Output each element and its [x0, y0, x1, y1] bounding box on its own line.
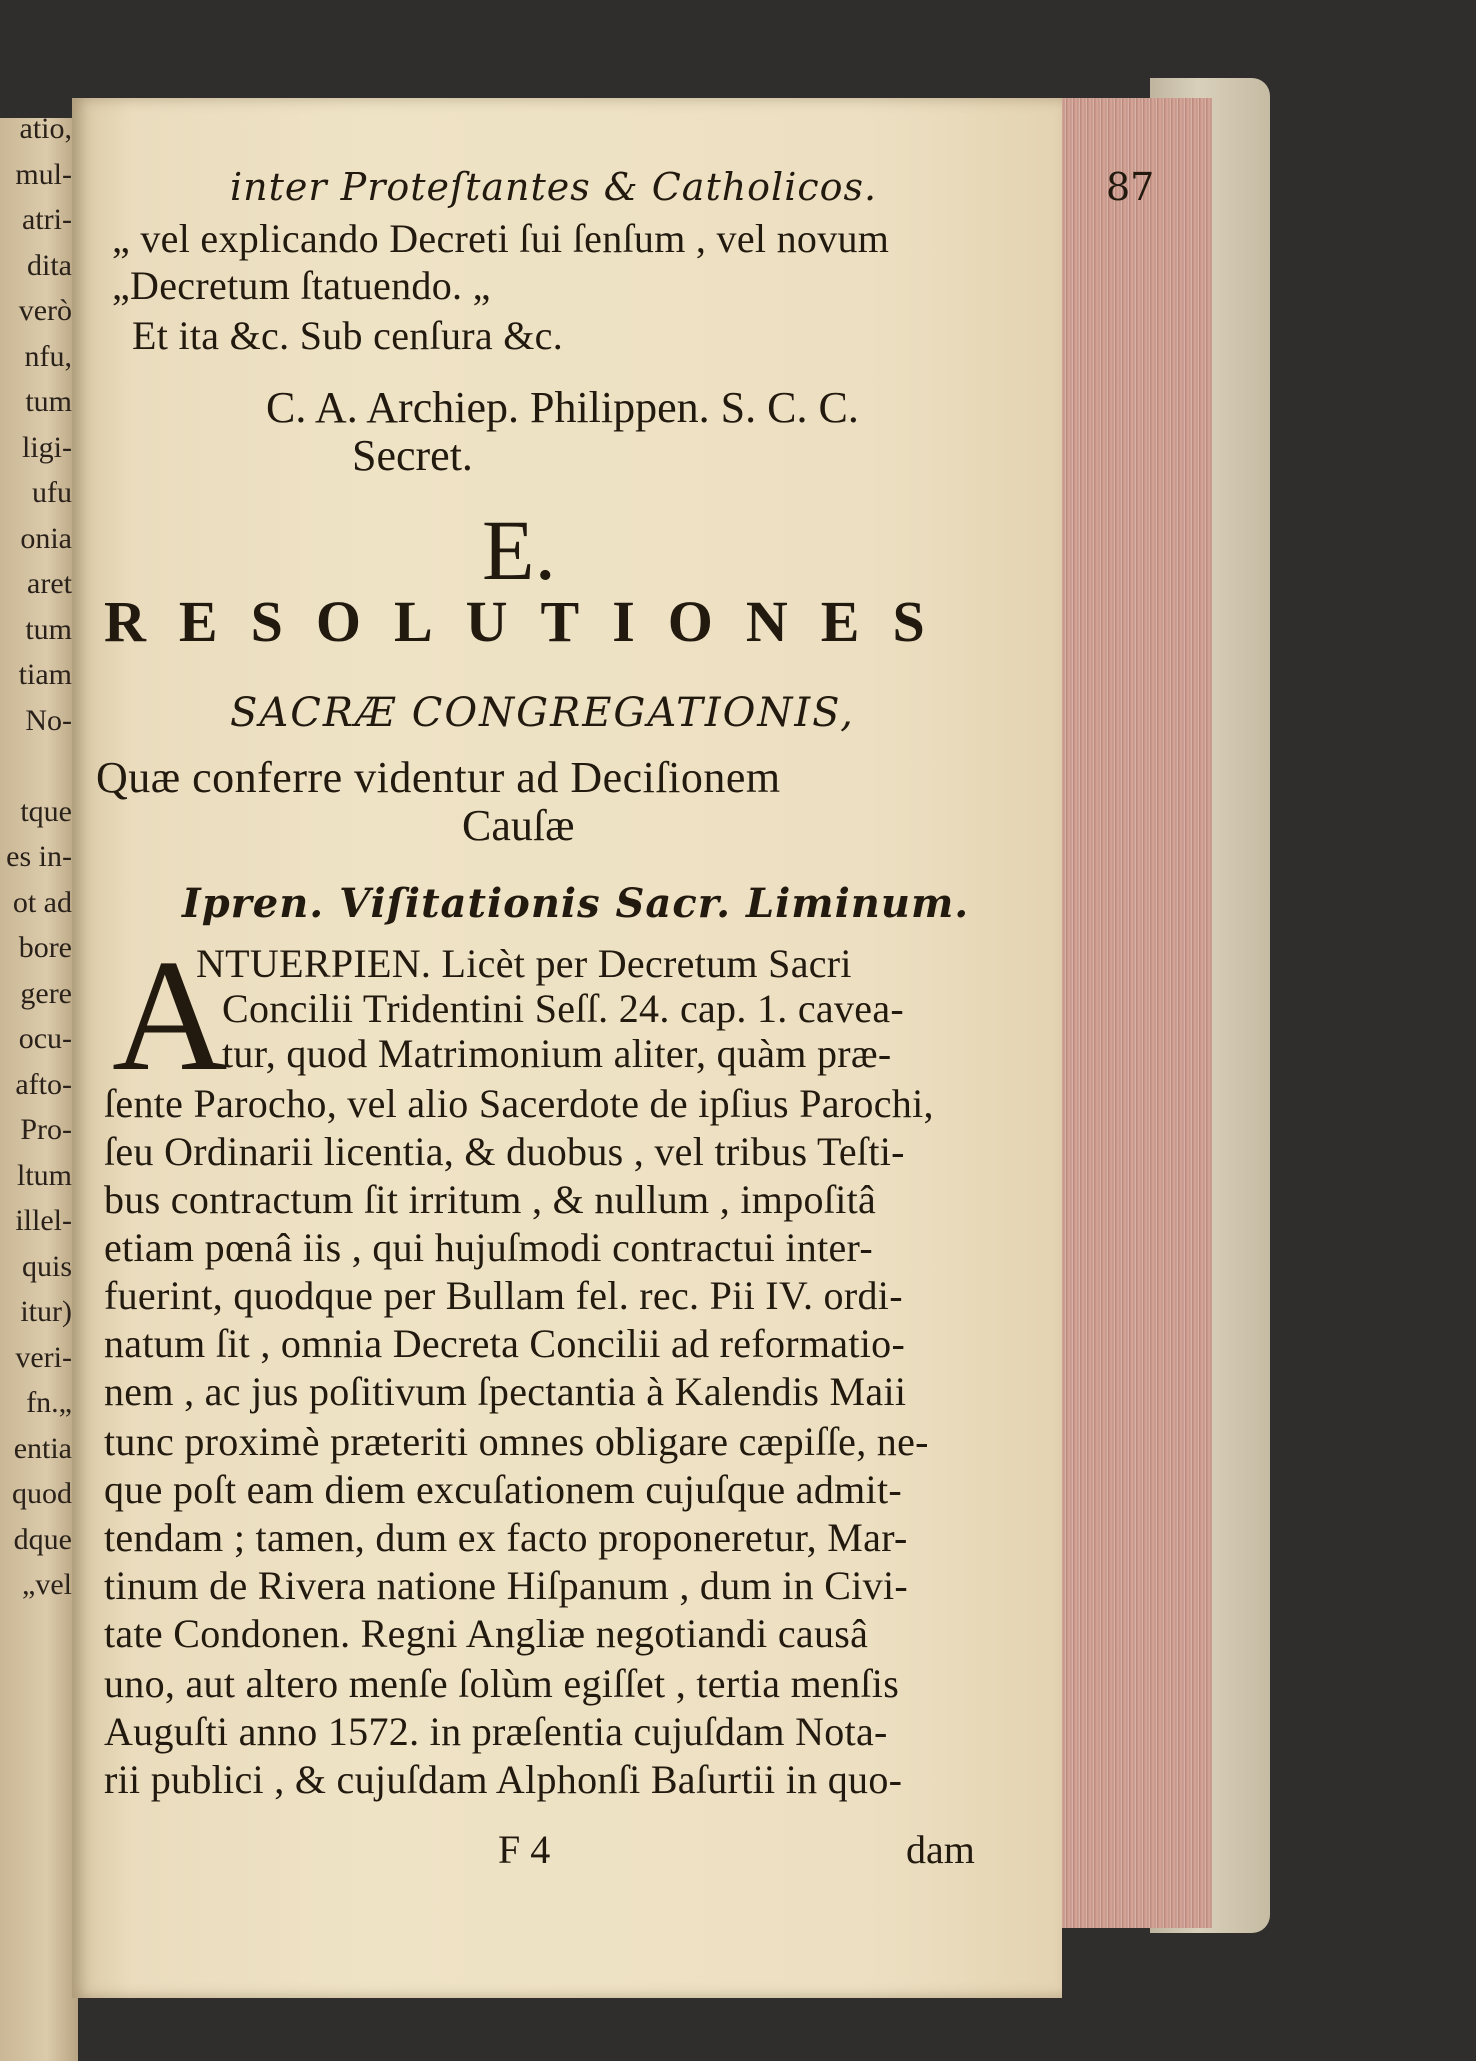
body-line: uno, aut altero menſe ſolùm egiſſet , tertia menſis [104, 1661, 900, 1706]
body-line: tate Condonen. Regni Angliæ negotiandi causâ [104, 1611, 869, 1656]
body-line: nem , ac jus poſitivum ſpectantia à Kalendis Maii [104, 1369, 907, 1414]
facing-page-fragment: verò [18, 294, 72, 327]
body-line: rii publici , & cujuſdam Alphonſi Baſurtii in quo- [104, 1757, 903, 1802]
signature-mark: F 4 [498, 1827, 551, 1872]
facing-page-fragment: veri- [15, 1340, 72, 1374]
drop-cap: A [112, 926, 228, 1104]
subtitle-line: Quæ conferre videntur ad Deciſionem [96, 753, 781, 802]
facing-page-fragment: ufu [32, 476, 72, 509]
facing-page-fragment: quis [21, 1249, 72, 1283]
facing-page-fragment: nfu, [24, 339, 72, 373]
facing-page-fragment: „vel [22, 1568, 72, 1601]
body-line: tunc proximè præteriti omnes obligare cæpiſſe, ne- [104, 1419, 929, 1464]
section-heading: RESOLUTIONES [104, 589, 958, 654]
facing-page-fragment: ltum [16, 1158, 72, 1192]
facing-page-fragment: tque [20, 794, 72, 828]
opening-line: „Decretum ſtatuendo. „ [112, 263, 491, 308]
facing-page-fragment: onia [20, 521, 72, 555]
facing-page-fragment: dque [13, 1522, 72, 1556]
opening-line: Et ita &c. Sub cenſura &c. [132, 313, 564, 358]
facing-page-fragment: Pro- [20, 1113, 72, 1146]
facing-page-fragment: atri- [22, 203, 72, 236]
facing-page-fragment: tum [25, 385, 72, 418]
case-title: Ipren. Viſitationis Sacr. Liminum. [182, 880, 970, 927]
running-header: inter Proteſtantes & Catholicos. [230, 165, 878, 209]
body-line: tendam ; tamen, dum ex facto proponeretur, Mar- [104, 1515, 908, 1560]
facing-page-fragment: quod [12, 1477, 72, 1510]
body-line: ſeu Ordinarii licentia, & duobus , vel tribus Teſti- [104, 1129, 905, 1174]
facing-page-fragment: afto- [15, 1067, 72, 1101]
body-line: bus contractum ſit irritum , & nullum , impoſitâ [104, 1177, 877, 1222]
signature-title: Secret. [352, 431, 473, 480]
facing-page-fragment: gere [20, 976, 72, 1010]
facing-page-fragment: No- [25, 703, 72, 737]
body-line: ſente Parocho, vel alio Sacerdote de ipſius Parochi, [104, 1081, 934, 1126]
body-line: fuerint, quodque per Bullam fel. rec. Pii IV. ordi- [104, 1273, 903, 1318]
body-line: etiam pœnâ iis , qui hujuſmodi contractui inter- [104, 1225, 873, 1270]
facing-page-edge [0, 118, 78, 2061]
facing-page-fragment: mul- [15, 157, 72, 191]
catchword: dam [906, 1827, 975, 1872]
opening-line: „ vel explicando Decreti ſui ſenſum , vel novum [112, 216, 890, 261]
section-subheading: SACRÆ CONGREGATIONIS, [230, 690, 855, 736]
body-line: tinum de Rivera natione Hiſpanum , dum in Civi- [104, 1563, 908, 1608]
facing-page-fragment: es in- [6, 840, 72, 873]
body-line: Concilii Tridentini Seſſ. 24. cap. 1. cavea- [222, 986, 904, 1031]
facing-page-fragment: fn.„ [26, 1386, 72, 1419]
facing-page-fragment: atio, [19, 118, 72, 145]
facing-page-fragment: aret [27, 567, 72, 600]
page-fore-edge [1050, 98, 1212, 1928]
facing-page-fragment: illel- [15, 1204, 72, 1237]
subtitle-line: Cauſæ [462, 801, 575, 850]
facing-page-fragment: ot ad [12, 885, 72, 919]
body-line: Auguſti anno 1572. in præſentia cujuſdam Nota- [104, 1709, 888, 1754]
page-number: 87 [1106, 165, 1155, 209]
facing-page-fragment: tum [25, 612, 72, 646]
section-letter: E. [482, 502, 557, 598]
facing-page-fragment: ligi- [22, 430, 72, 464]
facing-page-fragment: ocu- [18, 1022, 72, 1055]
facing-page-fragment: itur) [20, 1295, 72, 1328]
facing-page-fragment: bore [18, 931, 72, 964]
facing-page-fragment: tiam [18, 658, 72, 691]
signature-line: C. A. Archiep. Philippen. S. C. C. [266, 383, 859, 432]
facing-page-fragment: dita [27, 248, 72, 282]
body-line: NTUERPIEN. Licèt per Decretum Sacri [196, 941, 852, 986]
facing-page-fragment: entia [13, 1431, 72, 1465]
body-line: tur, quod Matrimonium aliter, quàm præ- [222, 1031, 892, 1076]
body-line: que poſt eam diem excuſationem cujuſque admit- [104, 1467, 902, 1512]
body-line: natum ſit , omnia Decreta Concilii ad reformatio- [104, 1321, 906, 1366]
